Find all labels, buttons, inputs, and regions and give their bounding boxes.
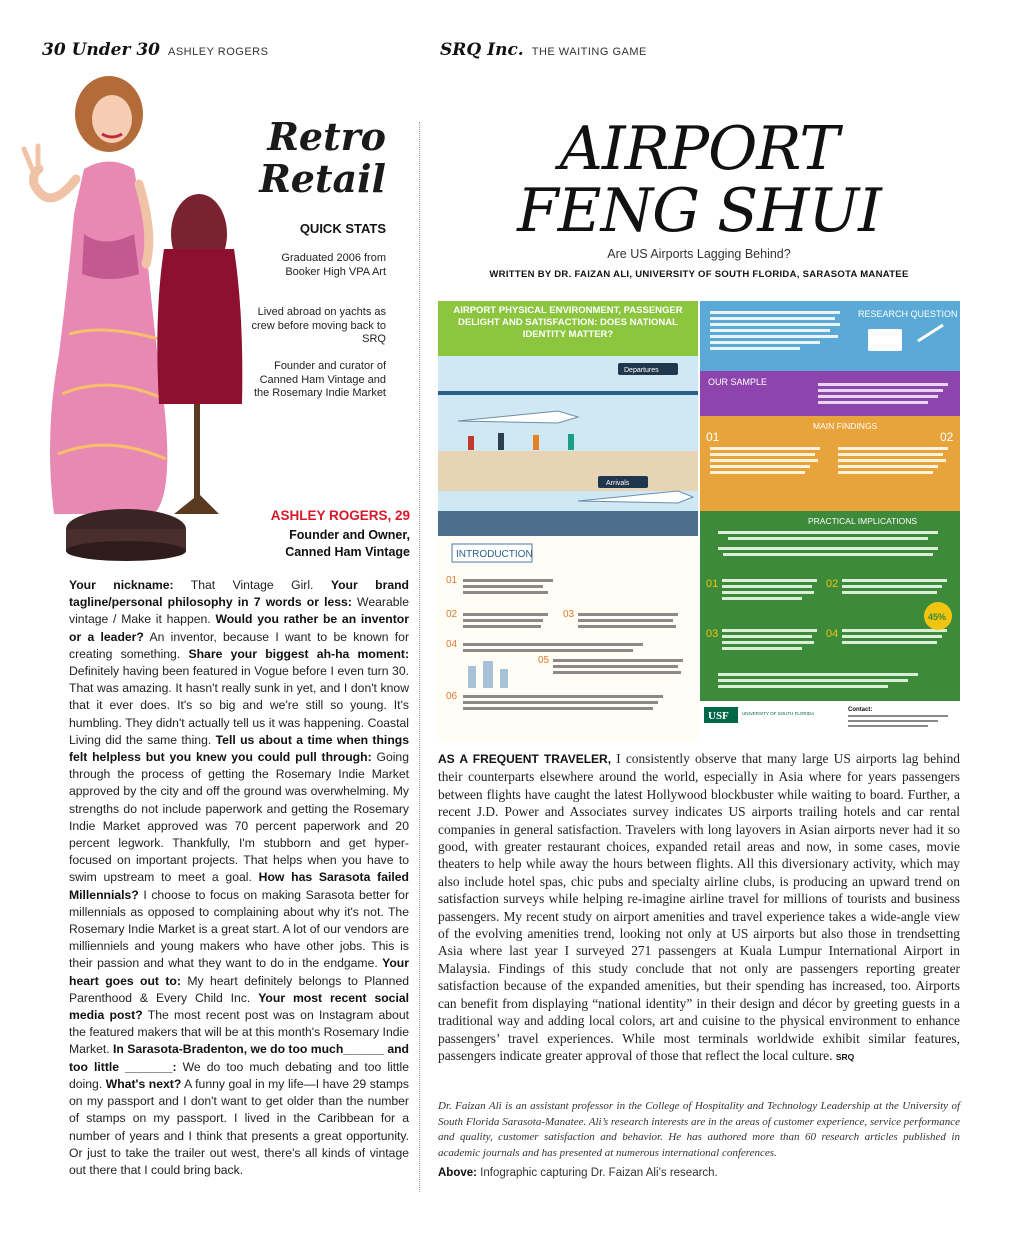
interview-answer: Wearable vintage / Make it happen. [69, 595, 409, 627]
interview-answer: We do too much debating and too little doing. [69, 1059, 409, 1091]
introduction-panel [438, 536, 698, 741]
introduction-heading: INTRODUCTION [456, 549, 533, 560]
intro-number: 04 [446, 639, 458, 650]
article-body-text: I consistently observe that many large US airports lag behind their counterparts elsewhere around the world, especially in Asia where for years passengers between flights have caught the latest Hollywood blockbuster while waiting to board. Further, a recent J.D. Power and Associates survey indicates US airports trailing hotels and car rental companies in general satisfaction. Travelers with long layovers in Asian airports never had it so good, with greater restaurant choices, expanded retail areas and now, in some cases, movie theaters to help while away the hours between flights. All this diversionary activity, which may also include hotel spas, chic pubs and specialty airline clubs, is producing an upward trend on satisfaction surveys while helping re-imagine airline travel for millions of tourists and business passengers. My recent study on airport amenities and travel experience takes a wide-angle view of the evolving amenities trend, looking not only at US airports but also those in trendsetting Asia where last year I surveyed 271 passengers at Kuala Lumpur International Airport in Malaysia. Findings of this study conclude that not only are passengers reporting greater satisfaction because of the expanded amenities, but their spending has increased, too. Airports can benefit from displaying “national identity” in their design and décor by greeting guests in a traditional way and adding local colors, art and cuisine to the physical environment to enhance passengers’ travel experiences. While most terminals worldwide exhibit similar features, passengers indicate greater approval of those that reflect the local culture. [438, 751, 960, 1063]
interview-question: What's next? [105, 1076, 182, 1091]
main-findings-heading: MAIN FINDINGS [813, 421, 878, 431]
interview-answer: That Vintage Girl. [173, 578, 331, 592]
implication-number: 01 [706, 578, 719, 590]
author-bio: Dr. Faizan Ali is an assistant professor in the College of Hospitality and Technology Leadership at the University of South Florida Sarasota-Manatee. Ali’s research interests are in the areas of customer experience, service performance and quality, customer satisfaction and behavior. He has authored more than 60 research articles published in academic journals and has presented at numerous international conferences. [438, 1100, 960, 1159]
our-sample-heading: OUR SAMPLE [708, 377, 768, 387]
arrivals-sign: Arrivals [606, 480, 630, 487]
article-headline [438, 114, 960, 246]
profile-title-line1: Retro [267, 114, 386, 159]
intro-number: 05 [538, 655, 550, 666]
interview-question: Would you rather be an inventor or a leader? [69, 612, 409, 644]
story-slug: THE WAITING GAME [531, 46, 647, 58]
running-header-right [440, 40, 647, 60]
profile-role: Founder and Owner, Canned Ham Vintage [285, 528, 410, 559]
usf-logo: USF [708, 710, 729, 722]
quick-stats-title: QUICK STATS [299, 221, 386, 236]
practical-implications-heading: PRACTICAL IMPLICATIONS [808, 516, 918, 526]
magazine-section-title: SRQ Inc. [440, 40, 524, 60]
interview-question: Your heart goes out to: [69, 956, 409, 988]
interview-question: Tell us about a time when things felt helpless but you knew you could pull through: [69, 732, 409, 765]
interview-question: Your most recent social media post? [69, 990, 409, 1023]
column-divider [419, 122, 420, 1192]
interview-question: How has Sarasota failed Millennials? [69, 870, 409, 902]
profile-photo [14, 74, 264, 564]
quick-stat-item: Graduated 2006 from Booker High VPA Art [281, 252, 386, 278]
interview-answer: A funny goal in my life—I have 29 stamps on my passport and I don't want to get older than the number of stamps on my passport. I lived in the Caribbean for a number of years and I think that presents a great opportunity. Or just to take the trailer out west, there's all kinds of vintage out there that I could bring back. [69, 1076, 410, 1177]
caption-text: Infographic capturing Dr. Faizan Ali’s research. [476, 1167, 718, 1179]
interview-answer: I choose to focus on making Sarasota better for millennials as opposed to complaining about why it's not. The Rosemary Indie Market is a great start. A lot of our vendors are millienniels and young makers who have other jobs. This is their passion and what they want to do in the endgame. [69, 887, 409, 971]
interview-answer: Going through the process of getting the Rosemary Indie Market approved by the city and off the ground was overwhelming. My strengths do not include paperwork and getting the Rosemary Indie Market approved was 70 percent paperwork and 20 percent legwork. Thankfully, I'm stubborn and get hyper-focused on important projects. That helps when you have to swim upstream to meet a goal. [69, 750, 409, 885]
section-subject: ASHLEY ROGERS [168, 46, 269, 58]
infographic-title: AIRPORT PHYSICAL ENVIRONMENT, PASSENGER DELIGHT AND SATISFACTION: DOES NATIONAL IDENTITY MATTER? [453, 305, 683, 340]
section-title: 30 Under 30 [42, 40, 160, 60]
interview-question: Your nickname: [69, 578, 174, 592]
intro-number: 03 [563, 609, 575, 620]
interview-answer: The most recent post was on Instagram about the featured makers that will be at this month's Rosemary Indie Market. [69, 1008, 410, 1057]
quick-stat-item: Founder and curator of Canned Ham Vintage and the Rosemary Indie Market [253, 360, 386, 399]
intro-number: 01 [446, 575, 458, 586]
implication-number: 02 [826, 578, 839, 590]
article-body [438, 750, 960, 1066]
interview-question: In Sarasota-Bradenton, we do too much______ and too little _______: [69, 1042, 409, 1074]
interview-question: Your brand tagline/personal philosophy in 7 words or less: [69, 578, 409, 610]
interview-question: Share your biggest ah-ha moment: [188, 646, 410, 661]
percent-badge: 45% [928, 612, 947, 622]
profile-title [232, 116, 386, 200]
departures-sign: Departures [624, 367, 659, 374]
article-lead-in: AS A FREQUENT TRAVELER, [438, 752, 612, 766]
intro-number: 06 [446, 691, 458, 702]
headline-line2: FENG SHUI [517, 176, 881, 246]
implication-number: 04 [826, 628, 839, 640]
article-deck: Are US Airports Lagging Behind? [607, 247, 791, 261]
profile-title-line2: Retail [259, 156, 386, 201]
article-signoff: SRQ [835, 1051, 855, 1062]
running-header-left [42, 40, 268, 60]
findings-number: 02 [940, 430, 954, 444]
profile-name: ASHLEY ROGERS, 29 [270, 508, 410, 523]
implication-number: 03 [706, 628, 719, 640]
contact-label: Contact: [848, 707, 873, 713]
quick-stat-item: Lived abroad on yachts as crew before moving back to SRQ [251, 306, 386, 345]
headline-line1: AIRPORT [559, 114, 839, 184]
intro-number: 02 [446, 609, 458, 620]
infographic [438, 301, 960, 741]
interview-answer: An inventor, because I want to be known for creating something. [69, 629, 409, 661]
interview-answer: My heart definitely belongs to Planned Parenthood & Every Child Inc. [69, 973, 409, 1005]
findings-number: 01 [706, 430, 720, 444]
usf-subtitle: UNIVERSITY OF SOUTH FLORIDA [742, 711, 815, 716]
caption-label: Above: [438, 1167, 477, 1179]
article-byline: WRITTEN BY DR. FAIZAN ALI, UNIVERSITY OF SOUTH FLORIDA, SARASOTA MANATEE [489, 269, 909, 280]
interview-text [69, 577, 409, 1179]
interview-answer: Definitely having been featured in Vogue before I even turn 30. That was amazing. It hasn't really sunk in yet, and I don't know that it ever does. It's so big and we're still so young. It's humbling. They didn't actually tell us it was happening. Coastal Living did the same thing. [69, 664, 409, 747]
research-question-heading: RESEARCH QUESTION [858, 309, 958, 319]
infographic-caption [438, 1167, 960, 1179]
